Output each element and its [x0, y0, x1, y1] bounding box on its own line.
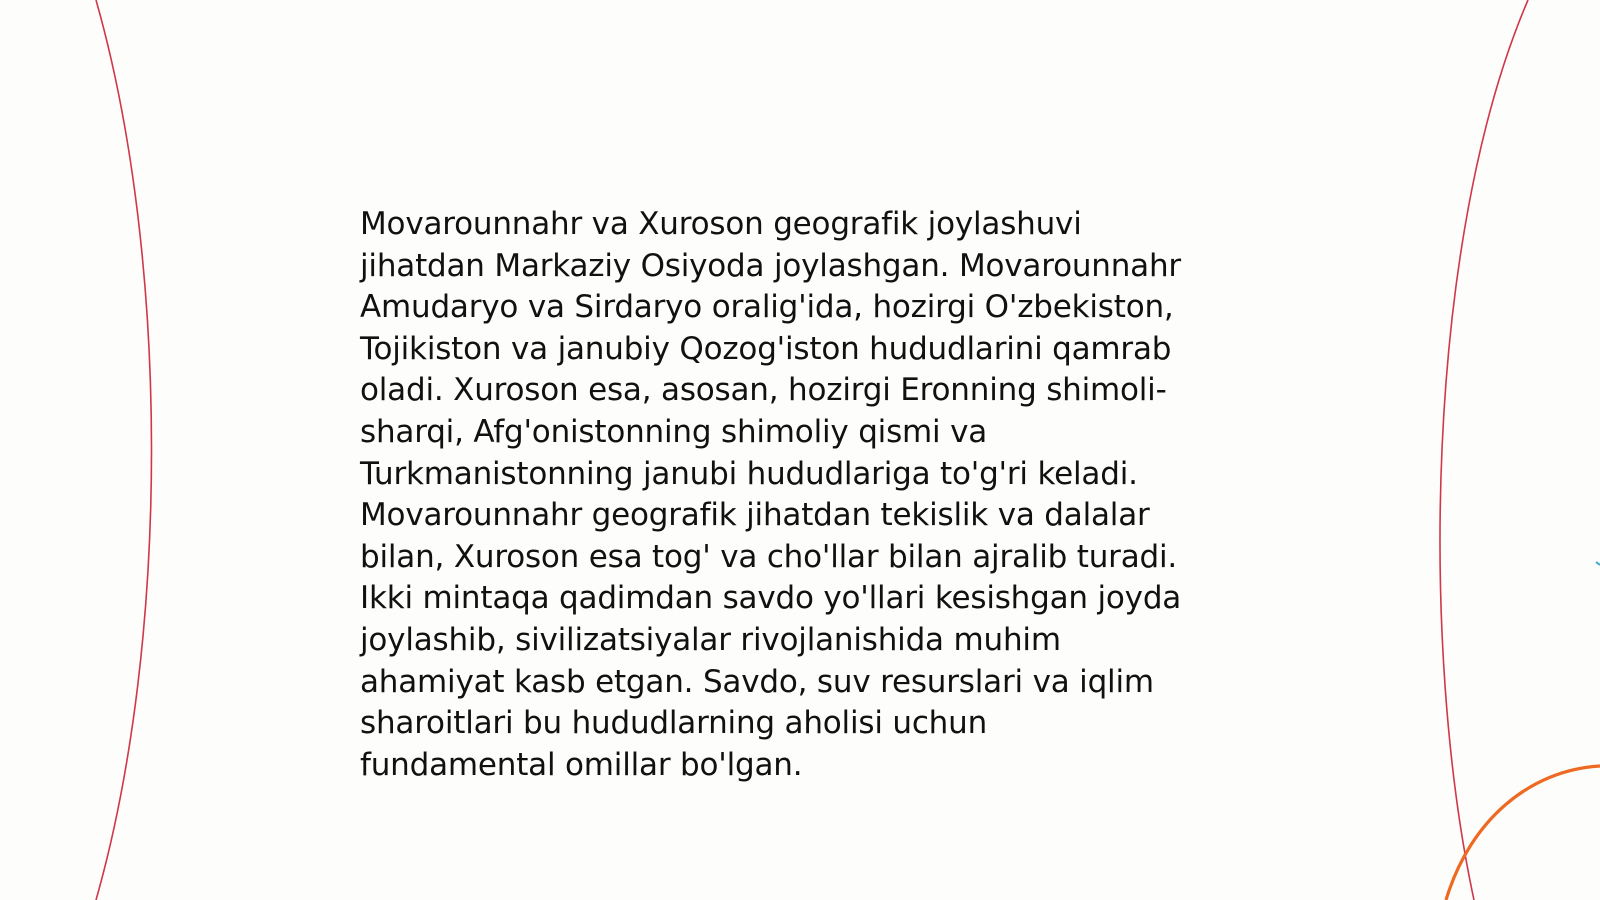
slide-body-text: Movarounnahr va Xuroson geografik joylashuvi jihatdan Markaziy Osiyoda joylashgan. Movarounnahr Amudaryo va Sirdaryo oralig'ida, hozirgi O'zbekiston, Tojikiston va janubiy Qozog'iston hududlarini qamrab oladi. Xuroson esa, asosan, hozirgi Eronning shimoli- sharqi, Afg'onistonning shimoliy qismi va Turkmanistonning janubi hududlariga to'g'ri keladi. Movarounnahr geografik jihatdan tekislik va dalalar bilan, Xuroson esa tog' va cho'llar bilan ajralib turadi. Ikki mintaqa qadimdan savdo yo'llari kesishgan joyda joylashib, sivilizatsiyalar rivojlanishida muhim ahamiyat kasb etgan. Savdo, suv resurslari va iqlim sharoitlari bu hududlarning aholisi uchun fundamental omillar bo'lgan.	[360, 206, 1182, 783]
right-curve-line	[1440, 0, 1528, 900]
blue-accent-mark	[1596, 562, 1600, 565]
left-curve-line	[96, 0, 152, 900]
